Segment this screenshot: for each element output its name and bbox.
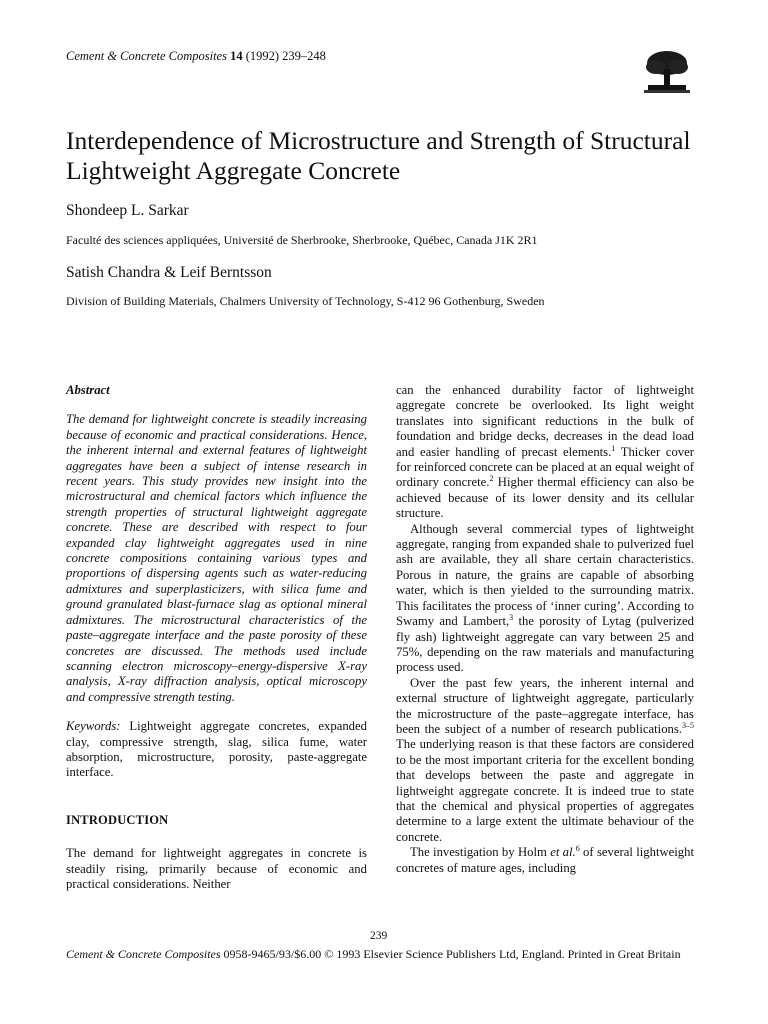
keywords: [66, 719, 367, 781]
right-paragraph-2: Although several commercial types of lightweight aggregate, ranging from expanded shale to pulverized fuel ash are available, they all share certain characteristics. Porous in nature, the grains are capable of absorbing water, which is then yielded to the surrounding matrix. This facilitates the process of ‘inner curing’. According to Swamy and Lambert,$^3$ the porosity of Lytag (pulverized fly ash) lightweight aggregate can vary between 25 and 75%, depending on the raw materials and manufacturing process used.: [396, 521, 694, 675]
footer: [66, 947, 696, 962]
keywords-label: Keywords:: [66, 719, 121, 734]
footer-journal: Cement & Concrete Composites: [66, 947, 221, 961]
paper-title: Interdependence of Microstructure and Strength of Structural Lightweight Aggregate Concrete: [66, 126, 691, 185]
affiliation-1: Faculté des sciences appliquées, Université de Sherbrooke, Sherbrooke, Québec, Canada J1K 2R1: [66, 233, 538, 247]
journal-name: Cement & Concrete Composites: [66, 49, 227, 63]
right-paragraph-1: can the enhanced durability factor of lightweight aggregate concrete be overlooked. Its light weight translates into significant reductions in the bulk of foundation and bridge decks, decreases in the dead load and easier handling of precast elements.$^1$ Thicker cover for reinforced concrete can be placed at an equal weight of ordinary concrete.$^2$ Higher thermal efficiency can also be achieved because of its lower density and its cellular structure.: [396, 383, 695, 521]
abstract-text: The demand for lightweight concrete is steadily increasing because of economic and practical considerations. Hence, the inherent internal and external features of lightweight aggregates have been a subject of intense research in recent years. This study provides new insight into the microstructural and chemical factors which influence the strength properties of structural lightweight aggregate concrete. These are described with respect to four expanded clay lightweight aggregates used in nine concrete compositions containing various types and proportions of dispersing agents such as water-reducing admixtures and superplasticizers, with silica fume and ground granulated blast-furnace slag as optional mineral admixtures. The microstructural characteristics of the paste–aggregate interface and the paste porosity of these concretes are discussed. The methods used include scanning electron microscopy–energy-dispersive X-ray analysis, X-ray diffraction analysis, optical microscopy and compressive strength testing.: [66, 412, 367, 704]
page-number: 239: [370, 930, 388, 942]
author-1: Shondeep L. Sarkar: [66, 202, 189, 219]
right-column: [396, 383, 694, 876]
right-paragraph-4: The investigation by Holm et al.$^6$ of several lightweight concretes of mature ages, including: [396, 843, 694, 875]
left-column: [66, 383, 367, 892]
affiliation-2: Division of Building Materials, Chalmers University of Technology, S-412 96 Gothenburg, Sweden: [66, 294, 545, 308]
intro-paragraph-1: The demand for lightweight aggregates in concrete is steadily rising, primarily because of economic and practical considerations. Neither: [66, 846, 367, 891]
journal-volume: 14: [230, 49, 243, 63]
intro-heading: INTRODUCTION: [66, 812, 169, 827]
keywords-text: Lightweight aggregate concretes, expanded clay, compressive strength, slag, silica fume, water absorption, microstructure, porosity, paste-aggregate interface.: [66, 719, 368, 780]
journal-year-pages: (1992) 239–248: [245, 49, 326, 63]
journal-header: [66, 49, 326, 64]
author-2: Satish Chandra & Leif Berntsson: [66, 264, 272, 281]
footer-text: 0958-9465/93/$6.00 © 1993 Elsevier Science Publishers Ltd, England. Printed in Great Britain: [220, 947, 681, 961]
abstract-heading: Abstract: [66, 383, 110, 397]
elsevier-tree-logo-icon: [644, 47, 690, 93]
right-paragraph-3: Over the past few years, the inherent internal and external structure of lightweight aggregate, particularly the microstructure of the paste–aggregate interface, has been the subject of a number of research publications.$^{3-5}$ The underlying reason is that these factors are considered to be the most important criteria for the excellent bonding that develops between the paste and aggregate in lightweight aggregate concrete. It is indeed true to state that the chemical and physical properties of aggregates determine to a large extent the ultimate behaviour of the concrete.: [396, 675, 694, 844]
